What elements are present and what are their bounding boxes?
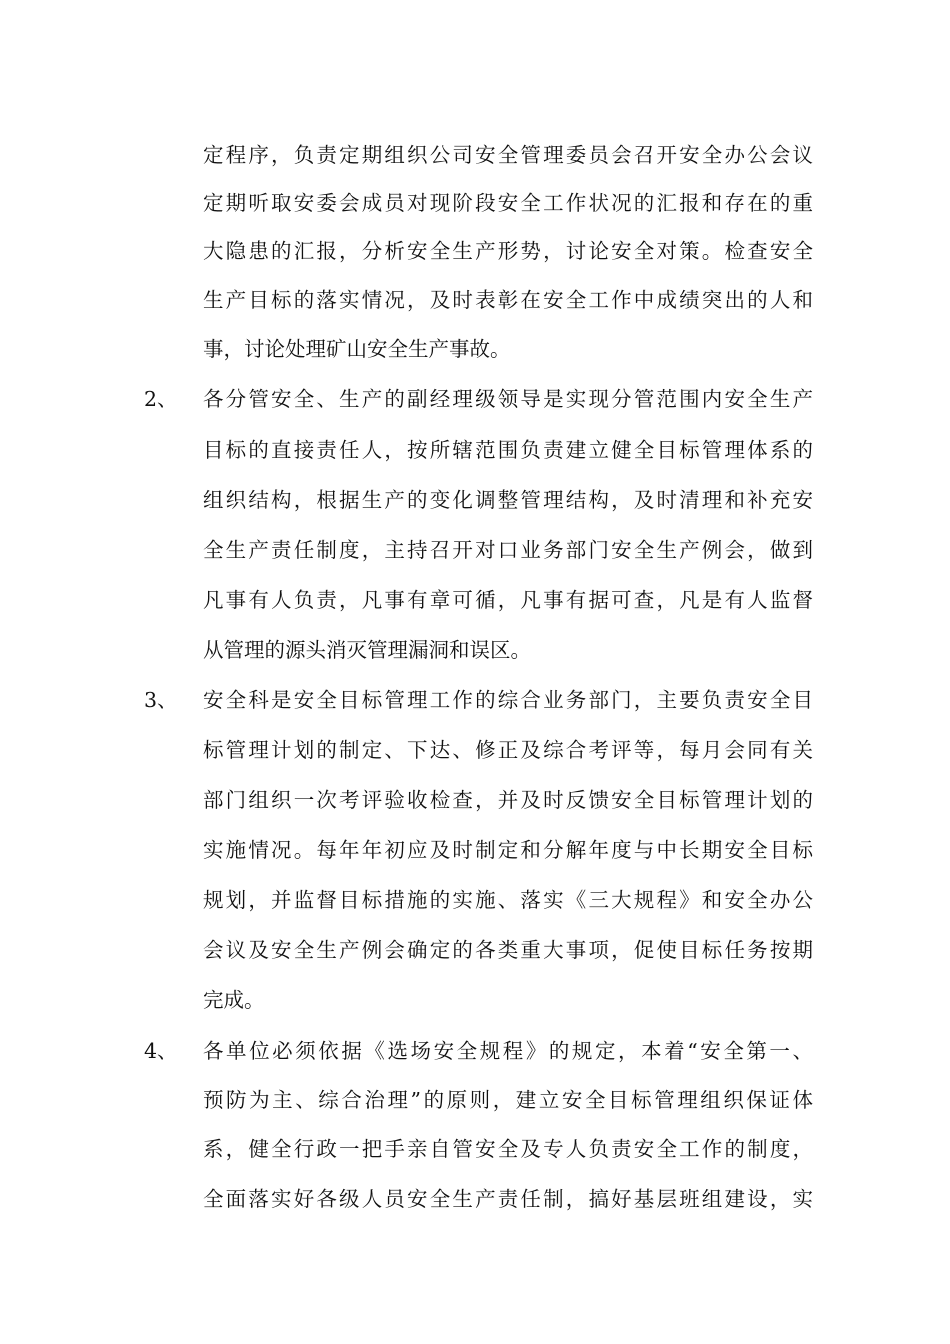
paragraph-line: 全面落实好各级人员安全生产责任制，搞好基层班组建设，实 bbox=[203, 1187, 813, 1211]
paragraph-line: 标管理计划的制定、下达、修正及综合考评等，每月会同有关 bbox=[203, 738, 813, 762]
paragraph-line: 规划，并监督目标措施的实施、落实《三大规程》和安全办公 bbox=[203, 888, 813, 912]
paragraph-line: 各单位必须依据《选场安全规程》的规定，本着“安全第一、 bbox=[203, 1039, 813, 1063]
paragraph-line: 目标的直接责任人，按所辖范围负责建立健全目标管理体系的 bbox=[203, 438, 813, 462]
paragraph-line: 部门组织一次考评验收检查，并及时反馈安全目标管理计划的 bbox=[203, 788, 813, 812]
paragraph-line: 完成。 bbox=[203, 988, 265, 1012]
paragraph-line: 定期听取安委会成员对现阶段安全工作状况的汇报和存在的重 bbox=[203, 191, 813, 215]
paragraph-line: 大隐患的汇报，分析安全生产形势，讨论安全对策。检查安全 bbox=[203, 239, 813, 263]
paragraph-line: 各分管安全、生产的副经理级领导是实现分管范围内安全生产 bbox=[203, 387, 813, 411]
paragraph-line: 系，健全行政一把手亲自管安全及专人负责安全工作的制度， bbox=[203, 1137, 813, 1161]
paragraph-line: 全生产责任制度，主持召开对口业务部门安全生产例会，做到 bbox=[203, 538, 813, 562]
paragraph-line: 安全科是安全目标管理工作的综合业务部门，主要负责安全目 bbox=[203, 688, 813, 712]
paragraph-line: 实施情况。每年年初应及时制定和分解年度与中长期安全目标 bbox=[203, 838, 813, 862]
paragraph-line: 预防为主、综合治理”的原则，建立安全目标管理组织保证体 bbox=[203, 1088, 813, 1112]
paragraph-line: 组织结构，根据生产的变化调整管理结构，及时清理和补充安 bbox=[203, 488, 813, 512]
list-item-number: 2、 bbox=[144, 387, 178, 411]
paragraph-line: 从管理的源头消灭管理漏洞和误区。 bbox=[203, 638, 531, 662]
paragraph-line: 会议及安全生产例会确定的各类重大事项，促使目标任务按期 bbox=[203, 938, 813, 962]
list-item-number: 3、 bbox=[144, 688, 178, 712]
paragraph-line: 生产目标的落实情况，及时表彰在安全工作中成绩突出的人和 bbox=[203, 288, 813, 312]
list-item-number: 4、 bbox=[144, 1039, 178, 1063]
paragraph-line: 事，讨论处理矿山安全生产事故。 bbox=[203, 337, 511, 361]
paragraph-line: 凡事有人负责，凡事有章可循，凡事有据可查，凡是有人监督 bbox=[203, 588, 813, 612]
paragraph-line: 定程序，负责定期组织公司安全管理委员会召开安全办公会议 bbox=[203, 143, 813, 167]
